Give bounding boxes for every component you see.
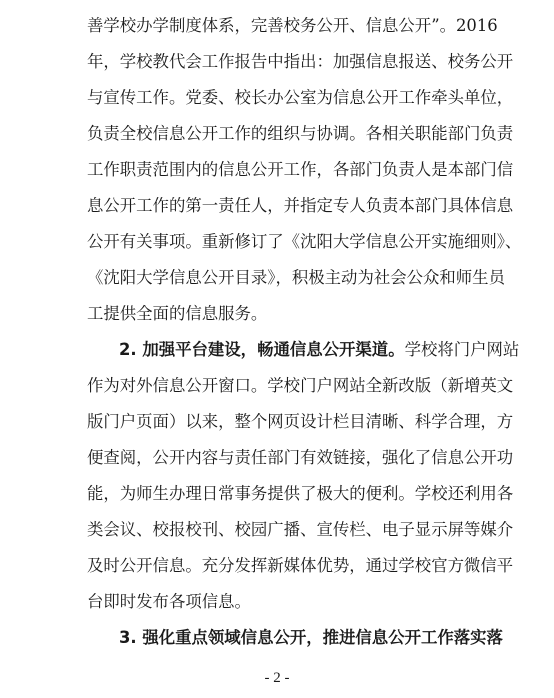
text-line: 负责全校信息公开工作的组织与协调。各相关职能部门负责 — [87, 124, 514, 143]
text-line: 公开有关事项。重新修订了《沈阳大学信息公开实施细则》、 — [87, 232, 522, 251]
text-line: 及时公开信息。充分发挥新媒体优势，通过学校官方微信平 — [87, 556, 514, 575]
text-line: 《沈阳大学信息公开目录》，积极主动为社会公众和师生员 — [87, 268, 505, 287]
text-line: 便查阅，公开内容与责任部门有效链接，强化了信息公开功 — [87, 448, 514, 467]
text-line: 息公开工作的第一责任人，并指定专人负责本部门具体信息 — [87, 196, 514, 215]
text-line: 台即时发布各项信息。 — [87, 592, 251, 611]
text-line: 类会议、校报校刊、校园广播、宣传栏、电子显示屏等媒介 — [87, 520, 514, 539]
paragraph-text: 学校将门户网站 — [404, 340, 520, 359]
text-line: 版门户页面）以来，整个网页设计栏目清晰、科学合理，方 — [87, 412, 514, 431]
paragraph-heading: 3. 强化重点领域信息公开，推进信息公开工作落实落 — [119, 628, 503, 647]
text-line: 作为对外信息公开窗口。学校门户网站全新改版（新增英文 — [87, 376, 514, 395]
paragraph-heading-line — [119, 620, 503, 656]
text-line: 能，为师生办理日常事务提供了极大的便利。学校还利用各 — [87, 484, 514, 503]
paragraph-heading-line — [119, 332, 520, 368]
text-line: 工提供全面的信息服务。 — [87, 304, 268, 323]
text-line: 年，学校教代会工作报告中指出：加强信息报送、校务公开 — [87, 52, 514, 71]
text-line: 善学校办学制度体系，完善校务公开、信息公开”。2016 — [87, 16, 498, 35]
paragraph-heading: 2. 加强平台建设，畅通信息公开渠道。 — [119, 340, 405, 359]
text-line: 工作职责范围内的信息公开工作，各部门负责人是本部门信 — [87, 160, 514, 179]
page-number: - 2 - — [264, 670, 290, 686]
text-line: 与宣传工作。党委、校长办公室为信息公开工作牵头单位， — [87, 88, 514, 107]
